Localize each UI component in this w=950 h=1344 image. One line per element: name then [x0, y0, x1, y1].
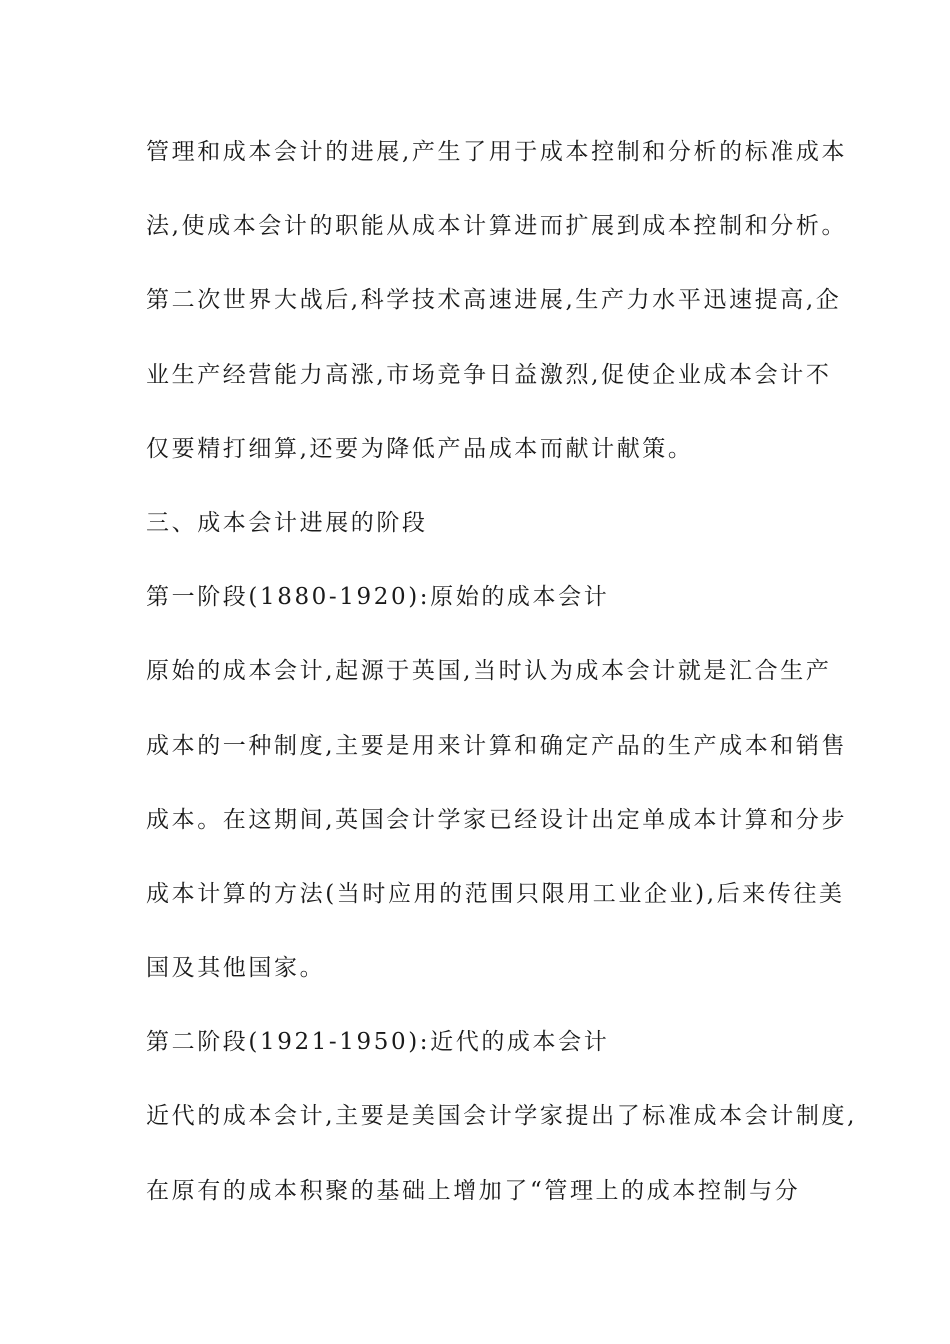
subsection-heading: 第二阶段(1921-1950):近代的成本会计 — [146, 1029, 610, 1056]
section-heading: 三、成本会计进展的阶段 — [146, 509, 428, 536]
paragraph-line: 在原有的成本积聚的基础上增加了“管理上的成本控制与分 — [146, 1177, 801, 1204]
paragraph-line: 仅要精打细算,还要为降低产品成本而献计献策。 — [146, 435, 694, 462]
paragraph-line: 成本计算的方法(当时应用的范围只限用工业企业),后来传往美 — [146, 880, 845, 907]
subsection-heading: 第一阶段(1880-1920):原始的成本会计 — [146, 584, 610, 611]
paragraph-line: 成本的一种制度,主要是用来计算和确定产品的生产成本和销售 — [146, 732, 848, 759]
paragraph-line: 业生产经营能力高涨,市场竞争日益激烈,促使企业成本会计不 — [146, 361, 832, 388]
paragraph-line: 近代的成本会计,主要是美国会计学家提出了标准成本会计制度, — [146, 1103, 858, 1130]
paragraph-line: 管理和成本会计的进展,产生了用于成本控制和分析的标准成本 — [146, 139, 848, 165]
paragraph-line: 原始的成本会计,起源于英国,当时认为成本会计就是汇合生产 — [146, 658, 832, 685]
paragraph-line: 法,使成本会计的职能从成本计算进而扩展到成本控制和分析。 — [146, 213, 848, 240]
paragraph-line: 国及其他国家。 — [146, 955, 326, 982]
document-body — [146, 134, 858, 1247]
paragraph-line: 第二次世界大战后,科学技术高速进展,生产力水平迅速提高,企 — [146, 287, 842, 314]
paragraph-line: 成本。在这期间,英国会计学家已经设计出定单成本计算和分步 — [146, 806, 848, 833]
